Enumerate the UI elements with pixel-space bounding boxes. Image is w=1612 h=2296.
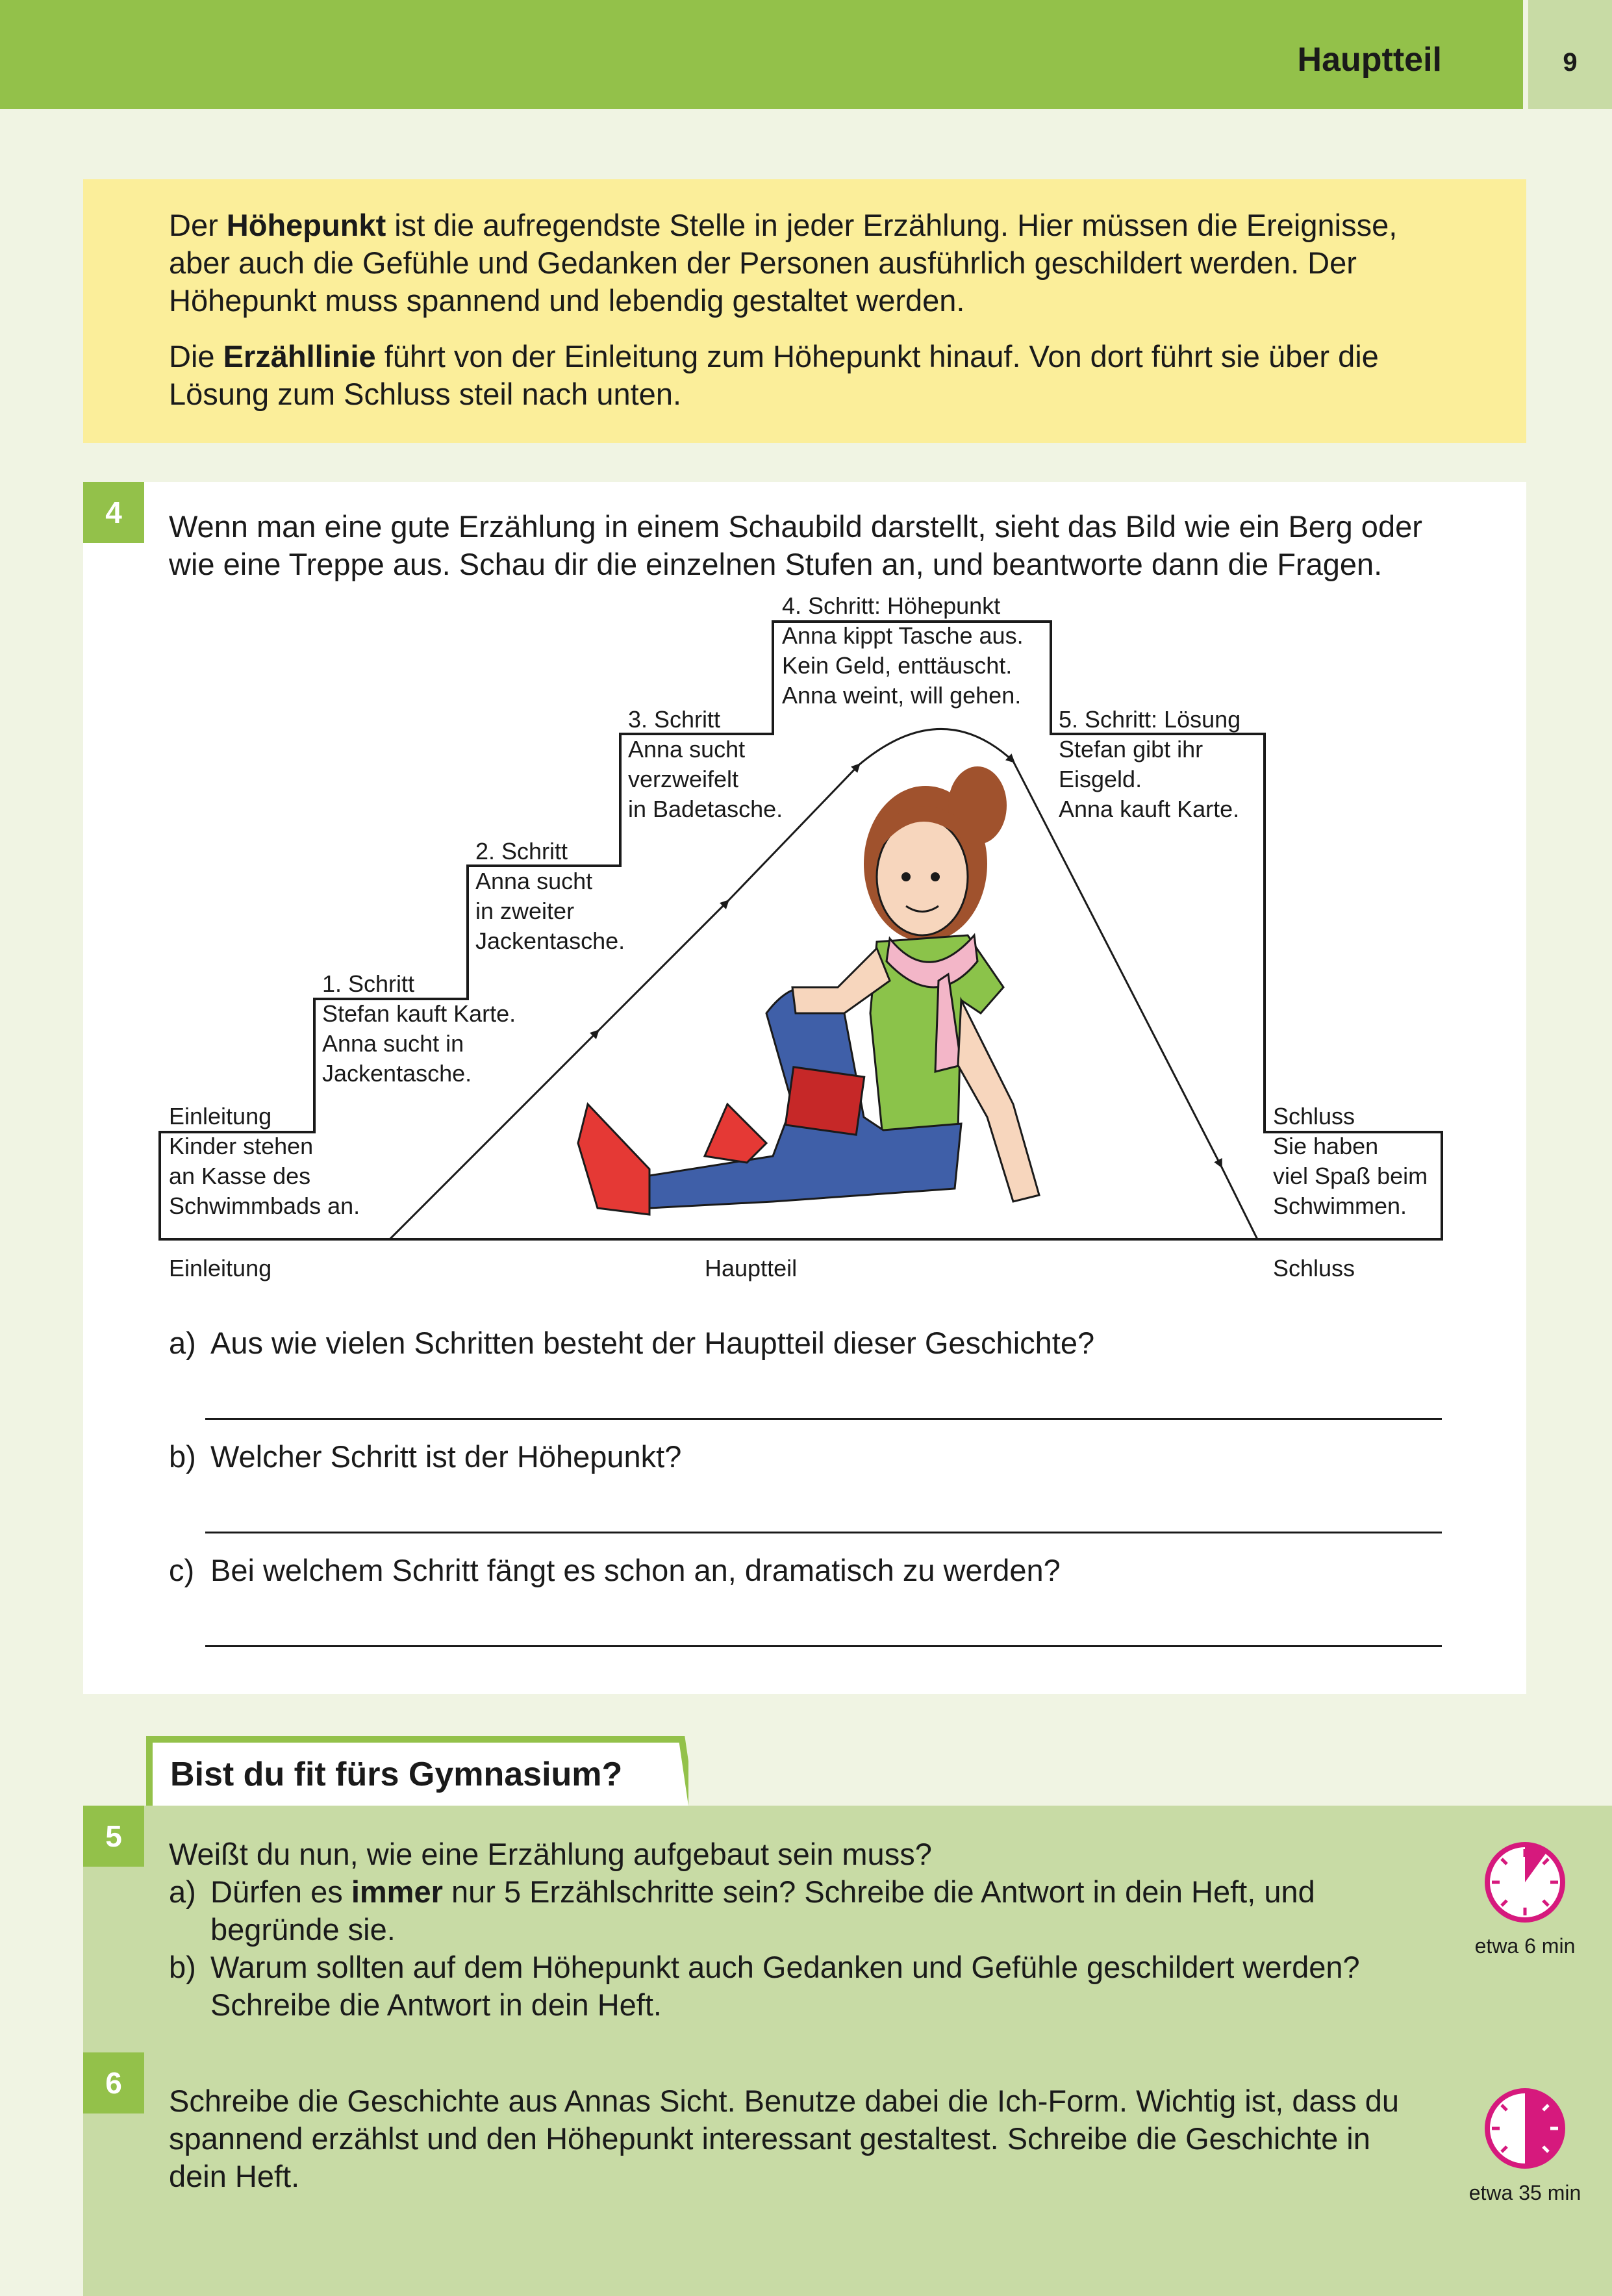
exercise-5-time: etwa 6 min [1474,1934,1576,1958]
step-2 [475,837,625,956]
exercise-4-number: 4 [83,482,144,543]
step-einleitung-line: Kinder stehen [169,1133,314,1159]
step-1-line: Jackentasche. [322,1060,472,1087]
info-p1-pre: Der [169,208,227,242]
step-schluss-line: Sie haben [1273,1133,1379,1159]
info-p2-pre: Die [169,339,223,373]
exercise-5-a-pre: Dürfen es [210,1874,351,1909]
question-a-text: Aus wie vielen Schritten besteht der Hauptteil dieser Geschichte? [210,1326,1095,1360]
step-schluss [1273,1102,1428,1221]
info-p2-post: führt von der Einleitung zum Höhepunkt hinauf. Von dort führt sie über die Lösung zum Schluss steil nach unten. [169,339,1379,411]
step-4-line: Anna kippt Tasche aus. [782,622,1024,649]
step-5-heading: 5. Schritt: Lösung [1059,706,1241,733]
answer-line-b[interactable] [205,1532,1442,1533]
step-3 [628,705,783,824]
answer-line-c[interactable] [205,1645,1442,1647]
step-2-heading: 2. Schritt [475,838,568,864]
step-3-line: verzweifelt [628,766,739,792]
exercise-5-a-bold: immer [351,1874,443,1909]
step-4-line: Anna weint, will gehen. [782,682,1022,709]
question-a-label: a) [169,1326,196,1360]
question-b-text: Welcher Schritt ist der Höhepunkt? [210,1439,682,1474]
exercise-6-time: etwa 35 min [1468,2181,1581,2204]
exercise-5-a-label: a) [169,1874,196,1909]
step-4-line: Kein Geld, enttäuscht. [782,652,1013,679]
step-5-line: Anna kauft Karte. [1059,796,1240,822]
step-5-line: Eisgeld. [1059,766,1142,792]
step-schluss-line: Schwimmen. [1273,1192,1407,1219]
question-c-label: c) [169,1553,195,1587]
falling-line-end [1221,1166,1257,1239]
clock-icon [1483,1840,1567,1924]
exercise-5-intro: Weißt du nun, wie eine Erzählung aufgebaut sein muss? [169,1837,932,1871]
step-einleitung-line: Schwimmbads an. [169,1192,360,1219]
answer-line-a[interactable] [205,1418,1442,1420]
step-5 [1059,705,1240,824]
exercise-5-b-text: Warum sollten auf dem Höhepunkt auch Gedanken und Gefühle geschildert werden? Schreibe die Antwort in dein Heft. [210,1950,1360,2022]
exercise-5-b-label: b) [169,1950,196,1984]
question-c-text: Bei welchem Schritt fängt es schon an, dramatisch zu werden? [210,1553,1061,1587]
page-title: Hauptteil [1297,41,1442,79]
exercise-6-number: 6 [83,2052,144,2113]
step-5-line: Stefan gibt ihr [1059,736,1203,763]
peak-curve [859,729,1013,765]
step-1-line: Anna sucht in [322,1030,464,1057]
step-4-heading: 4. Schritt: Höhepunkt [782,592,1001,619]
step-schluss-line: viel Spaß beim [1273,1163,1428,1189]
info-p1-post: ist die aufregendste Stelle in jeder Erzählung. Hier müssen die Ereignisse, aber auch die Gefühle und Gedanken der Personen ausführlich geschildert werden. Der Höhepunkt muss spannend und lebendig gestaltet werden. [169,208,1398,318]
step-1-line: Stefan kauft Karte. [322,1000,516,1027]
info-p2-bold: Erzähllinie [223,339,376,373]
step-1 [322,969,516,1089]
base-label-hauptteil: Hauptteil [705,1255,798,1281]
exercise-5-a-text [210,1873,1438,1949]
step-2-line: Jackentasche. [475,927,625,954]
exercise-5-number: 5 [83,1806,144,1867]
step-3-heading: 3. Schritt [628,706,721,733]
clock-icon [1483,2086,1567,2171]
page-number: 9 [1563,48,1578,77]
step-einleitung-heading: Einleitung [169,1103,272,1129]
base-label-einleitung: Einleitung [169,1255,272,1281]
question-b-label: b) [169,1439,196,1474]
girl-illustration [578,766,1039,1215]
step-2-line: Anna sucht [475,868,593,894]
exercise-4-intro: Wenn man eine gute Erzählung in einem Schaubild darstellt, sieht das Bild wie ein Berg oder wie eine Treppe aus. Schau dir die einzelnen Stufen an, und beantworte dann die Fragen. [169,509,1422,581]
step-3-line: in Badetasche. [628,796,783,822]
step-einleitung-line: an Kasse des [169,1163,311,1189]
step-3-line: Anna sucht [628,736,746,763]
fit-title: Bist du fit fürs Gymnasium? [170,1756,623,1793]
exercise-6-text: Schreibe die Geschichte aus Annas Sicht. Benutze dabei die Ich-Form. Wichtig ist, dass du spannend erzählst und den Höhepunkt interessant gestaltest. Schreibe die Geschichte in dein Heft. [169,2084,1400,2193]
step-4 [782,591,1024,711]
step-schluss-heading: Schluss [1273,1103,1355,1129]
exercise-5-a-post: nur 5 Erzählschritte sein? Schreibe die Antwort in dein Heft, und begründe sie. [210,1874,1315,1947]
base-label-schluss: Schluss [1273,1255,1355,1281]
step-1-heading: 1. Schritt [322,970,415,997]
info-p1-bold: Höhepunkt [226,208,386,242]
step-einleitung [169,1102,360,1221]
step-2-line: in zweiter [475,898,575,924]
